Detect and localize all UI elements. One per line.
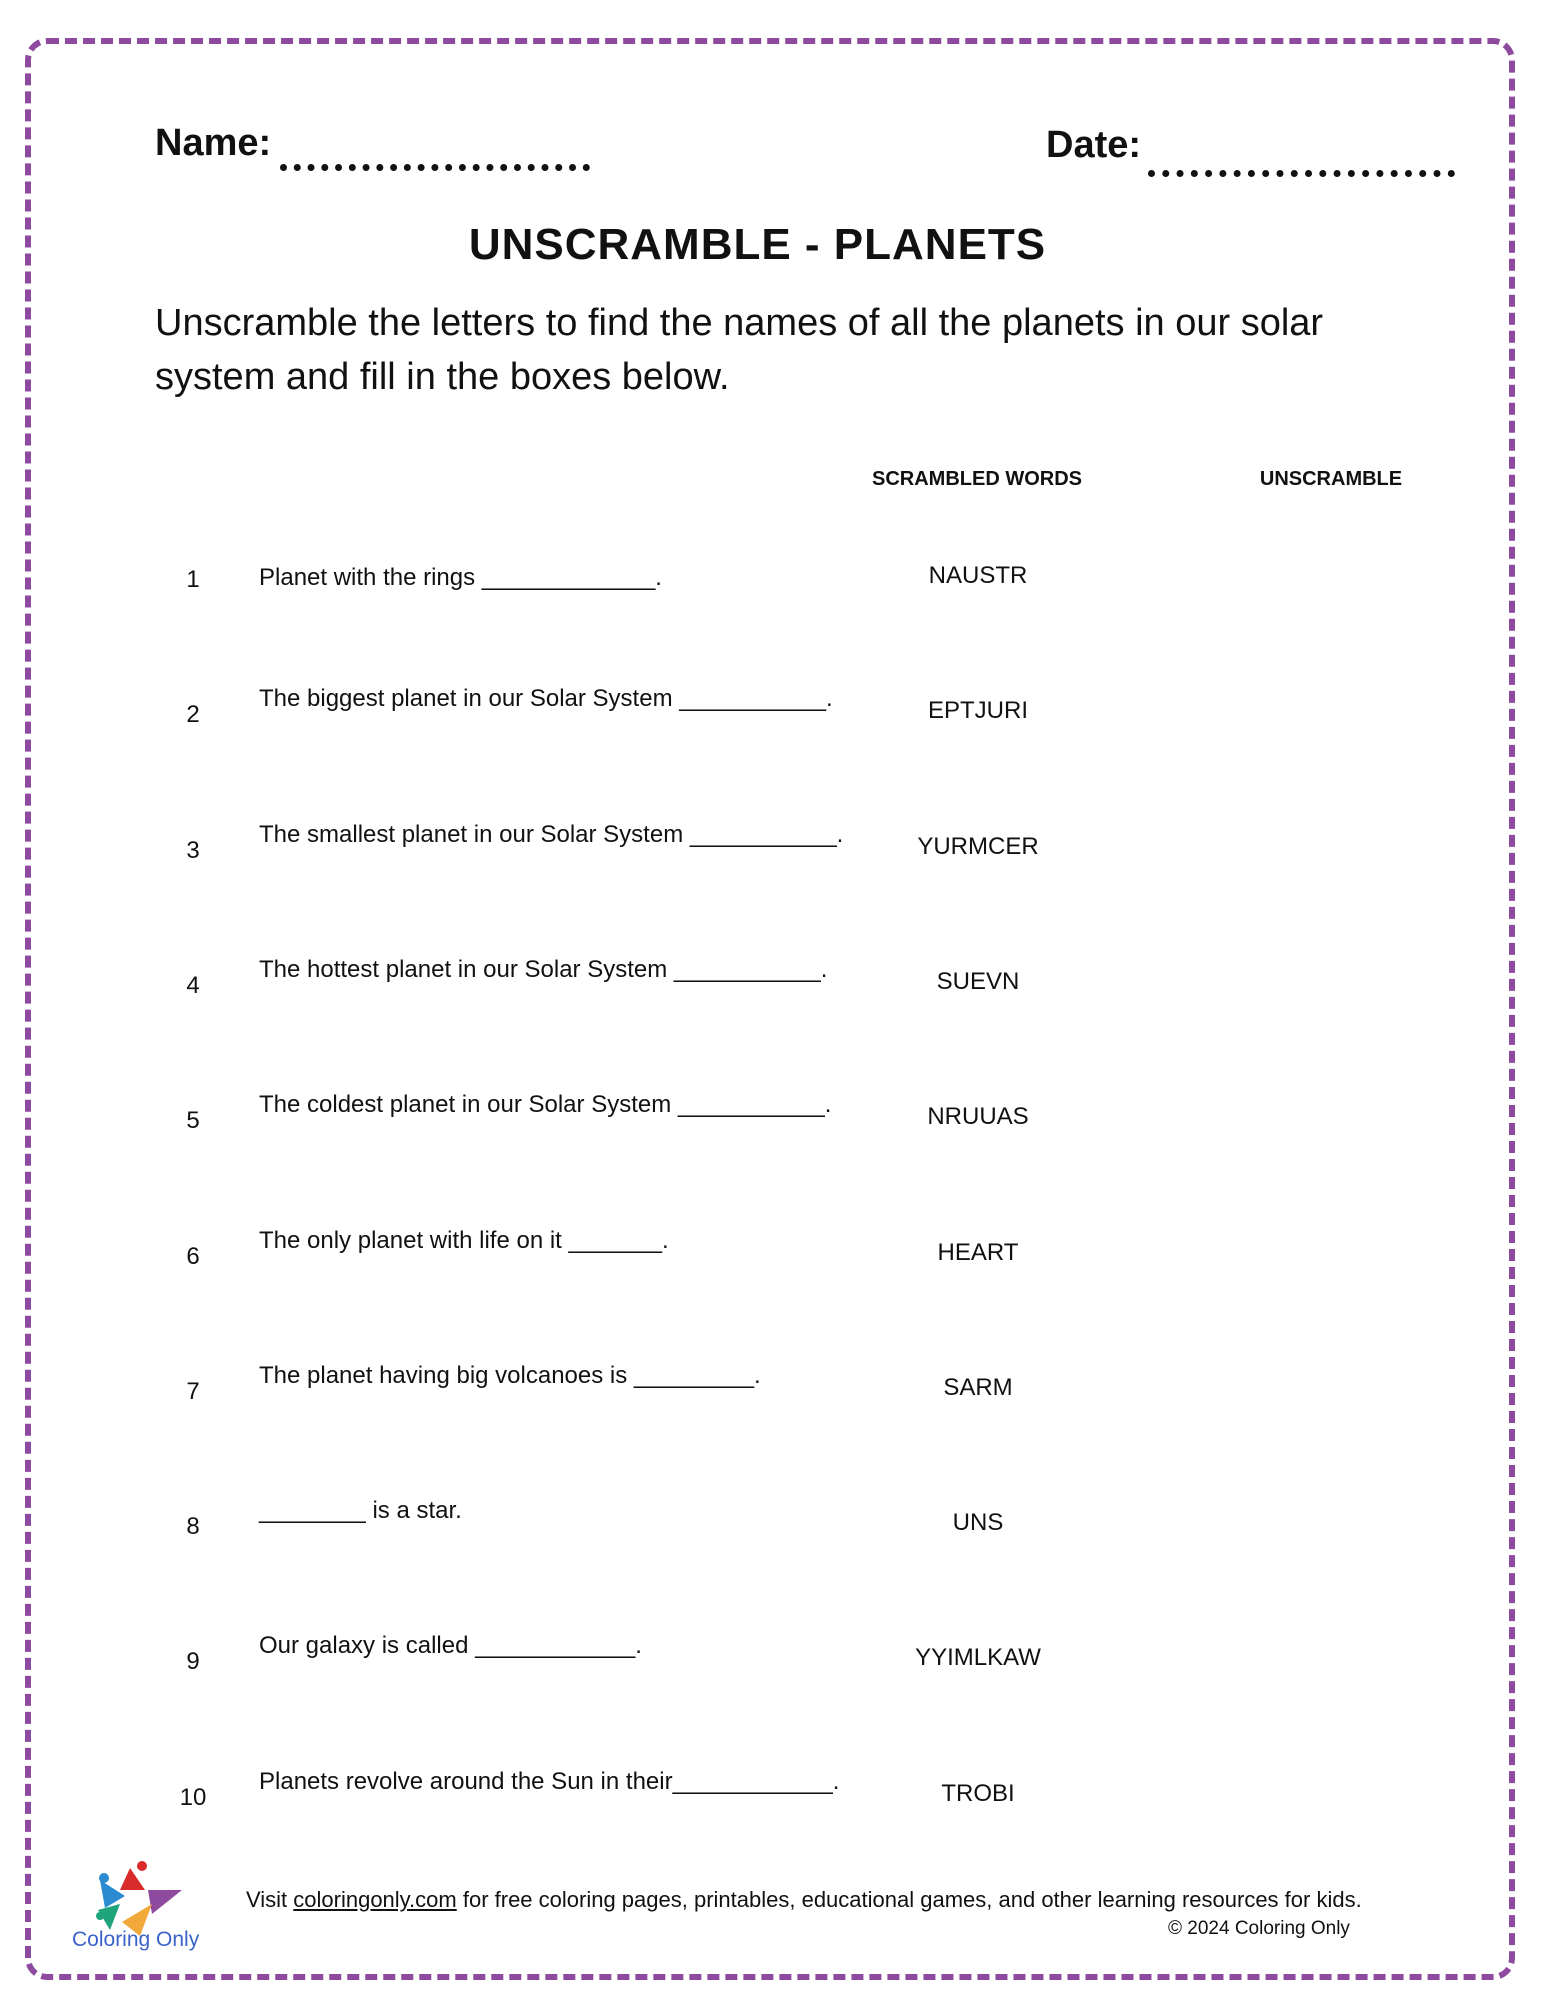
question-text: Planets revolve around the Sun in their____________.: [259, 1767, 840, 1795]
question-text: Planet with the rings _____________.: [259, 564, 662, 591]
footer-text: [246, 1884, 1406, 1916]
question-text: The coldest planet in our Solar System ___________.: [259, 1091, 832, 1119]
scrambled-word: SUEVN: [936, 967, 1020, 995]
instructions: Unscramble the letters to find the names of all the planets in our solar system and fill in the boxes below.: [155, 302, 1324, 398]
name-field[interactable]: [280, 164, 590, 171]
date-label: Date:: [1046, 124, 1142, 166]
question-number: 7: [186, 1377, 200, 1405]
scrambled-word: TROBI: [941, 1779, 1015, 1807]
question-text: Our galaxy is called ____________.: [259, 1632, 642, 1660]
answer-box[interactable]: [1200, 817, 1460, 877]
scrambled-word: UNS: [952, 1509, 1004, 1537]
footer-visit: Visit: [246, 1887, 294, 1912]
copyright: © 2024 Coloring Only: [1168, 1918, 1350, 1939]
answer-box[interactable]: [1200, 1493, 1460, 1553]
answer-box[interactable]: [1200, 546, 1460, 606]
scrambled-word: YYIMLKAW: [915, 1644, 1041, 1672]
scrambled-word: YURMCER: [917, 832, 1039, 860]
question-text: The biggest planet in our Solar System ___________.: [259, 685, 833, 713]
question-number: 6: [186, 1242, 200, 1270]
scrambled-word: HEART: [937, 1238, 1019, 1266]
page-title: UNSCRAMBLE - PLANETS: [468, 220, 1047, 269]
scrambled-word: NAUSTR: [928, 562, 1028, 589]
question-number: 1: [186, 566, 200, 593]
answer-box[interactable]: [1200, 952, 1460, 1012]
question-number: 8: [186, 1513, 200, 1541]
question-number: 9: [186, 1648, 200, 1676]
question-text: The only planet with life on it _______.: [259, 1226, 669, 1254]
scrambled-word: NRUUAS: [927, 1103, 1029, 1131]
column-header-unscramble: UNSCRAMBLE: [1259, 468, 1403, 490]
logo-text: Coloring Only: [72, 1928, 200, 1951]
question-number: 10: [179, 1783, 207, 1811]
question-number: 4: [186, 971, 200, 999]
answer-box[interactable]: [1200, 1358, 1460, 1418]
footer-rest: for free coloring pages, printables, educational games, and other learning resources for kids.: [456, 1887, 1362, 1912]
scrambled-word: SARM: [943, 1373, 1013, 1401]
date-field[interactable]: [1148, 170, 1455, 177]
question-text: The planet having big volcanoes is _________.: [259, 1361, 761, 1389]
scrambled-word: EPTJURI: [927, 697, 1029, 725]
answer-box[interactable]: [1200, 1223, 1460, 1283]
question-number: 3: [186, 836, 200, 864]
answer-box[interactable]: [1200, 1628, 1460, 1688]
footer-link[interactable]: coloringonly.com: [293, 1887, 457, 1912]
column-header-scrambled: SCRAMBLED WORDS: [872, 468, 1082, 490]
name-label: Name:: [155, 122, 272, 164]
answer-box[interactable]: [1200, 1087, 1460, 1147]
question-number: 5: [186, 1107, 200, 1135]
question-text: The smallest planet in our Solar System ___________.: [259, 820, 844, 848]
question-text: The hottest planet in our Solar System ___________.: [259, 955, 828, 983]
answer-box[interactable]: [1200, 1764, 1460, 1824]
question-text: ________ is a star.: [259, 1497, 462, 1525]
question-number: 2: [186, 701, 200, 729]
answer-box[interactable]: [1200, 681, 1460, 741]
